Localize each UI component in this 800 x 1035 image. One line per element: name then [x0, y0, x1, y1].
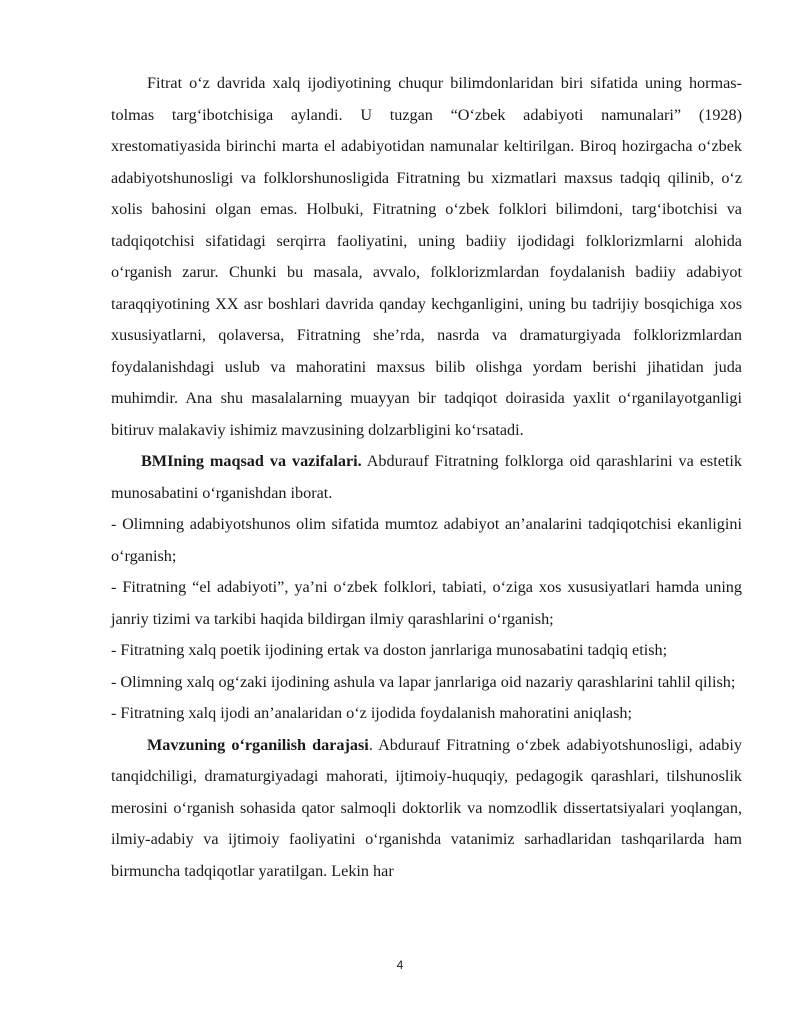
goals-text: Abdurauf Fitratning folklorga oid qarashlarini va estetik munosabatini o‘rganishdan iborat. — [111, 452, 742, 502]
list-item: - Olimning xalq og‘zaki ijodining ashula va lapar janrlariga oid nazariy qarashlarini tahlil qilish; — [111, 672, 736, 691]
study-level-paragraph — [111, 730, 742, 888]
page-body — [111, 68, 742, 887]
goals-paragraph — [111, 446, 742, 509]
intro-paragraph: Fitrat o‘z davrida xalq ijodiyotining chuqur bilimdonlaridan biri sifatida uning hormas-tolmas targ‘ibotchisiga aylandi. U tuzgan “O‘zbek adabiyoti namunalari” (1928) xrestomatiyasida birinchi marta el adabiyotidan namunalar keltirilgan. Biroq hozirgacha o‘zbek adabiyotshunosligi va folklorshunosligida Fitratning bu xizmatlari maxsus tadqiq qilinib, o‘z xolis bahosini olgan emas. Holbuki, Fitratning o‘zbek folklori bilimdoni, targ‘ibotchisi va tadqiqotchisi sifatidagi serqirra faoliyatini, uning badiiy ijodidagi folklorizmlarni alohida o‘rganish zarur. Chunki bu masala, avvalo, folklorizmlardan foydalanish badiiy adabiyot taraqqiyotining XX asr boshlari davrida qanday kechganligini, uning bu tadrijiy bosqichiga xos xususiyatlarni, qolaversa, Fitratning she’rda, nasrda va dramaturgiyada folklorizmlardan foydalanishdagi uslub va mahoratini maxsus bilib olishga yordam berishi jihatidan juda muhimdir. Ana shu masalalarning muayyan bir tadqiqot doirasida yaxlit o‘rganilayotganligi bitiruv malakaviy ishimiz mavzusining dolzarbligini ko‘rsatadi. — [111, 74, 742, 439]
study-level-heading: Mavzuning o‘rganilish darajasi — [147, 735, 369, 754]
study-level-text: . Abdurauf Fitratning o‘zbek adabiyotshunosligi, adabiy tanqidchiligi, dramaturgiyadagi mahorati, ijtimoiy-huquqiy, pedagogik qarashlari, tilshunoslik merosini o‘rganish sohasida qator salmoqli doktorlik va nomzodlik dissertatsiyalari yoqlangan, ilmiy-adabiy va ijtimoiy faoliyatini o‘rganishda vatanimiz sarhadlaridan tashqarilarda ham birmuncha tadqiqotlar yaratilgan. Lekin har — [111, 735, 742, 880]
list-item: - Fitratning xalq poetik ijodining ertak va doston janrlariga munosabatini tadqiq etish; — [111, 641, 668, 659]
list-item: - Fitratning xalq ijodi an’analaridan o‘z ijodida foydalanish mahoratini aniqlash; — [111, 704, 633, 722]
list-item: - Olimning adabiyotshunos olim sifatida mumtoz adabiyot an’analarini tadqiqotchisi ekanligini o‘rganish; — [111, 515, 742, 565]
page-number: 4 — [396, 958, 404, 972]
goals-heading: BMIning maqsad va vazifalari. — [141, 452, 362, 470]
list-item: - Fitratning “el adabiyoti”, ya’ni o‘zbek folklori, tabiati, o‘ziga xos xususiyatlari hamda uning janriy tizimi va tarkibi haqida bildirgan ilmiy qarashlarini o‘rganish; — [111, 578, 742, 628]
